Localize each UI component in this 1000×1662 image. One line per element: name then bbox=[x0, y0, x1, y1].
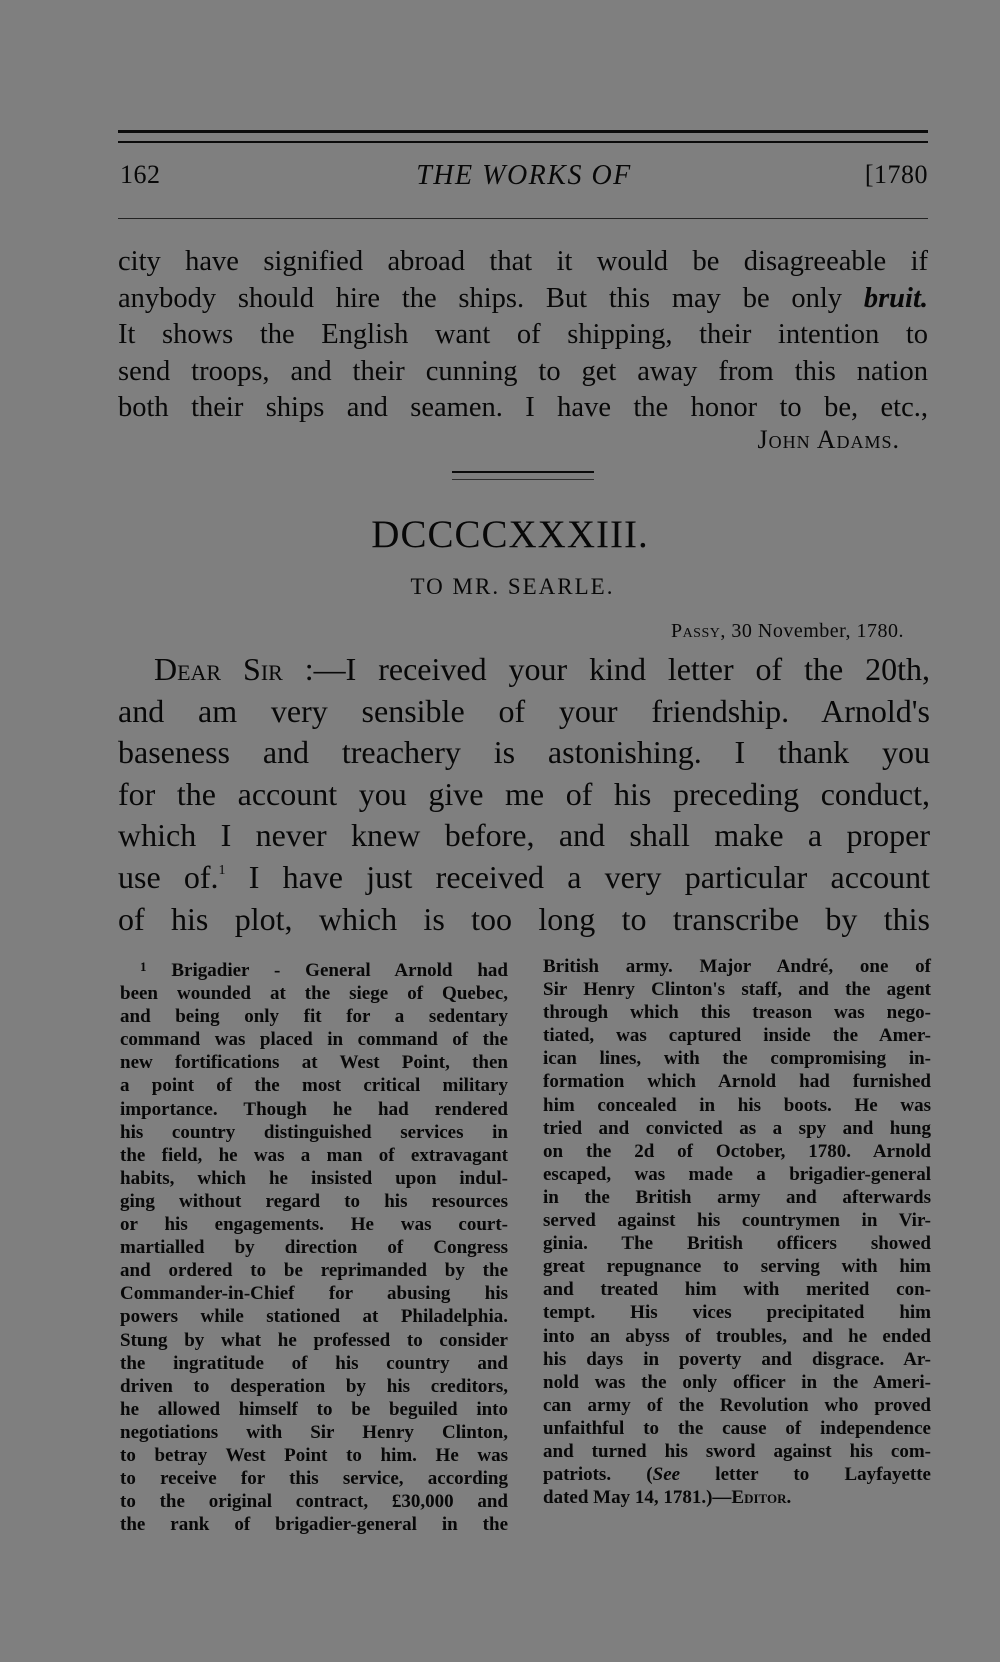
footnote-line: habits, which he insisted upon indul- bbox=[120, 1167, 508, 1189]
footnote-right-column bbox=[543, 955, 931, 1509]
dateline-place: Passy, bbox=[670, 620, 726, 642]
footnote-line: the rank of brigadier-general in the bbox=[120, 1514, 508, 1536]
footnote-line: to the original contract, £30,000 and bbox=[120, 1491, 508, 1513]
footnote-line: can army of the Revolution who proved bbox=[543, 1394, 931, 1416]
footnote-reference[interactable]: 1 bbox=[218, 863, 226, 878]
page-number: 162 bbox=[120, 160, 161, 189]
footnote-line: and ordered to be reprimanded by the bbox=[120, 1260, 508, 1282]
letter-dateline bbox=[671, 620, 904, 643]
dateline-date: 30 November, 1780. bbox=[731, 620, 904, 642]
footnote-marker: 1 bbox=[140, 959, 147, 974]
letter-recipient: TO MR. SEARLE. bbox=[410, 574, 615, 599]
footnote-line: powers while stationed at Philadelphia. bbox=[120, 1306, 508, 1328]
footnote-line: patriots. (See letter to Layfayette bbox=[543, 1464, 931, 1486]
footnote-line: to betray West Point to him. He was bbox=[120, 1444, 508, 1466]
footnote-line: Sir Henry Clinton's staff, and the agent bbox=[543, 979, 931, 1001]
running-head bbox=[120, 160, 928, 200]
head-underline bbox=[118, 218, 928, 219]
footnote-line: or his engagements. He was court- bbox=[120, 1214, 508, 1236]
footnote-line: Commander-in-Chief for abusing his bbox=[120, 1283, 508, 1305]
letter-line: use of.$^1$ I have just received a very particular account bbox=[118, 859, 931, 895]
footnote-line: tempt. His vices precipitated him bbox=[543, 1302, 931, 1324]
footnote-line: his country distinguished services in bbox=[120, 1121, 508, 1143]
section-divider-bottom bbox=[452, 479, 594, 480]
footnote-line: ging without regard to his resources bbox=[120, 1190, 508, 1212]
footnote-line: him concealed in his boots. He was bbox=[543, 1094, 931, 1116]
footnote-line: and treated him with merited con- bbox=[543, 1279, 931, 1301]
top-rule-thick bbox=[118, 130, 928, 133]
footnote-line: negotiations with Sir Henry Clinton, bbox=[120, 1421, 508, 1443]
footnote-line: unfaithful to the cause of independence bbox=[543, 1417, 931, 1439]
footnote-line: and being only fit for a sedentary bbox=[120, 1006, 508, 1028]
footnote-line: the ingratitude of his country and bbox=[120, 1352, 508, 1374]
footnote-line: British army. Major André, one of bbox=[543, 956, 931, 977]
footnote-line: command was placed in command of the bbox=[120, 1029, 508, 1051]
letter-line: and am very sensible of your friendship. Arnold's bbox=[118, 692, 930, 729]
footnote-line: great repugnance to serving with him bbox=[543, 1256, 931, 1278]
footnote-line: he allowed himself to be beguiled into bbox=[120, 1398, 508, 1420]
footnote-left-column bbox=[120, 955, 508, 1536]
footnote-line: to receive for this service, according bbox=[120, 1468, 508, 1490]
footnote-line: ican lines, with the compromising in- bbox=[543, 1048, 931, 1070]
footnote-line: his days in poverty and disgrace. Ar- bbox=[543, 1348, 931, 1370]
body-line: send troops, and their cunning to get away from this nation bbox=[118, 355, 928, 387]
footnote-line: tiated, was captured inside the Amer- bbox=[543, 1025, 931, 1047]
signature: John Adams. bbox=[757, 425, 900, 454]
footnote-line: importance. Though he had rendered bbox=[120, 1098, 508, 1120]
letter-line: for the account you give me of his preceding conduct, bbox=[118, 775, 930, 812]
footnote-line: served against his countrymen in Vir- bbox=[543, 1210, 931, 1232]
letter-line: which I never knew before, and shall make a proper bbox=[118, 817, 930, 854]
letter-line: of his plot, which is too long to transcribe by this bbox=[118, 900, 930, 937]
see-reference: See bbox=[652, 1464, 681, 1486]
footnote-line: new fortifications at West Point, then bbox=[120, 1052, 508, 1074]
editor-credit: Editor. bbox=[731, 1487, 792, 1509]
footnote-line: formation which Arnold had furnished bbox=[543, 1071, 931, 1093]
footnote-line: been wounded at the siege of Quebec, bbox=[120, 983, 508, 1005]
body-line: both their ships and seamen. I have the honor to be, etc., bbox=[118, 392, 928, 423]
footnote-line: Stung by what he professed to consider bbox=[120, 1329, 508, 1351]
footnote-line: in the British army and afterwards bbox=[543, 1186, 931, 1208]
footnote-line: $^1$ Brigadier - General Arnold had bbox=[120, 955, 508, 982]
letter-line: baseness and treachery is astonishing. I thank you bbox=[118, 734, 930, 771]
top-rule-thin bbox=[118, 141, 928, 143]
footnote-line: through which this treason was nego- bbox=[543, 1002, 931, 1024]
footnote-line: on the 2d of October, 1780. Arnold bbox=[543, 1140, 931, 1162]
letter-number: DCCCCXXXIII. bbox=[371, 513, 649, 556]
section-divider-top bbox=[452, 471, 594, 473]
body-line: city have signified abroad that it would be disagreeable if bbox=[118, 246, 928, 277]
footnote-line: escaped, was made a brigadier-general bbox=[543, 1163, 931, 1185]
salutation: Dear Sir : bbox=[154, 651, 314, 687]
footnote-line: martialled by direction of Congress bbox=[120, 1237, 508, 1259]
footnote-line: into an abyss of troubles, and he ended bbox=[543, 1325, 931, 1347]
italic-word: bruit. bbox=[863, 282, 928, 314]
running-year: [1780 bbox=[864, 160, 928, 189]
letter-line: Dear Sir :—I received your kind letter of the 20th, bbox=[118, 649, 930, 691]
footnote-line: dated May 14, 1781.)—Editor. bbox=[543, 1487, 792, 1509]
body-line: It shows the English want of shipping, their intention to bbox=[118, 319, 928, 350]
footnote-line: nold was the only officer in the Ameri- bbox=[543, 1371, 931, 1393]
footnote-line: a point of the most critical military bbox=[120, 1075, 508, 1097]
running-title: THE WORKS OF bbox=[416, 160, 632, 191]
footnote-line: the field, he was a man of extravagant bbox=[120, 1144, 508, 1166]
footnote-line: ginia. The British officers showed bbox=[543, 1233, 931, 1255]
body-line: anybody should hire the ships. But this may be only bruit. bbox=[118, 282, 928, 314]
footnote-line: and turned his sword against his com- bbox=[543, 1440, 931, 1462]
footnote-line: driven to desperation by his creditors, bbox=[120, 1375, 508, 1397]
footnote-line: tried and convicted as a spy and hung bbox=[543, 1117, 931, 1139]
